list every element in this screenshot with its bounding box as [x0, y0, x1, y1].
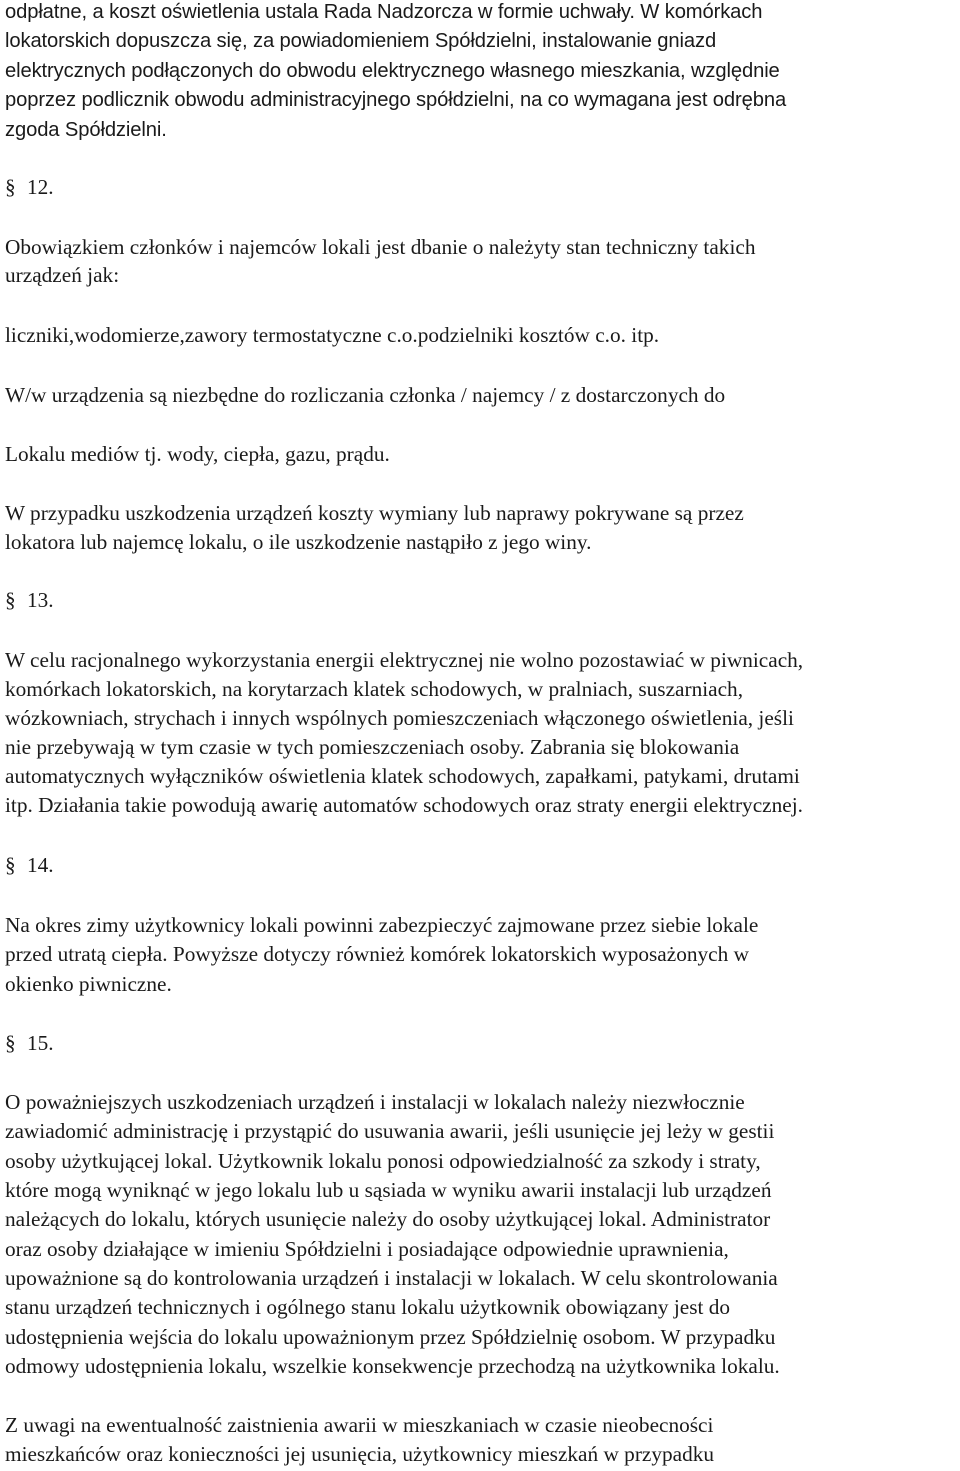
s13-line: itp. Działania takie powodują awarię automatów schodowych oraz straty energii elektrycznej. [5, 793, 803, 817]
section-number: 12. [27, 175, 54, 199]
s15-line: O poważniejszych uszkodzeniach urządzeń i instalacji w lokalach należy niezwłocznie [5, 1090, 745, 1114]
section-heading-13 [5, 590, 54, 611]
s15-line: Z uwagi na ewentualność zaistnienia awarii w mieszkaniach w czasie nieobecności [5, 1413, 714, 1437]
section-sign: § [5, 853, 16, 877]
s15-line: osoby użytkującej lokal. Użytkownik lokalu ponosi odpowiedzialność za szkody i straty, [5, 1149, 761, 1173]
s14-line: okienko piwniczne. [5, 972, 172, 996]
section-sign: § [5, 1031, 16, 1055]
s12-line: Lokalu mediów tj. wody, ciepła, gazu, prądu. [5, 442, 390, 466]
section-number: 13. [27, 588, 54, 612]
section-heading-14 [5, 855, 54, 876]
s15-line: stanu urządzeń technicznych i ogólnego stanu lokalu użytkownik obowiązany jest do [5, 1295, 731, 1319]
intro-line: zgoda Spółdzielni. [5, 119, 167, 141]
s12-line: Obowiązkiem członków i najemców lokali jest dbanie o należyty stan techniczny takich [5, 235, 756, 259]
s15-line: mieszkańców oraz konieczności jej usunięcia, użytkownicy mieszkań w przypadku [5, 1442, 715, 1466]
s13-line: komórkach lokatorskich, na korytarzach klatek schodowych, w pralniach, suszarniach, [5, 677, 744, 701]
s12-devices-line: liczniki,wodomierze,zawory termostatyczne c.o.podzielniki kosztów c.o. itp. [5, 323, 660, 347]
intro-line: odpłatne, a koszt oświetlenia ustala Rada Nadzorcza w formie uchwały. W komórkach [5, 1, 763, 23]
s15-line: oraz osoby działające w imieniu Spółdzielni i posiadające odpowiednie uprawnienia, [5, 1237, 729, 1261]
s12-line: lokatora lub najemcę lokalu, o ile uszkodzenie nastąpiło z jego winy. [5, 530, 592, 554]
intro-line: poprzez podlicznik obwodu administracyjnego spółdzielni, na co wymagana jest odrębna [5, 89, 787, 111]
section-sign: § [5, 588, 16, 612]
s15-line: odmowy udostępnienia lokalu, wszelkie konsekwencje przechodzą na użytkownika lokalu. [5, 1354, 780, 1378]
section-number: 15. [27, 1031, 54, 1055]
intro-line: elektrycznych podłączonych do obwodu elektrycznego własnego mieszkania, względnie [5, 60, 780, 82]
section-number: 14. [27, 853, 54, 877]
s15-line: które mogą wyniknąć w jego lokalu lub u sąsiada w wyniku awarii instalacji lub urządzeń [5, 1178, 772, 1202]
s13-line: wózkowniach, strychach i innych wspólnych pomieszczeniach włączonego oświetlenia, jeśli [5, 706, 794, 730]
s12-line: W/w urządzenia są niezbędne do rozliczania członka / najemcy / z dostarczonych do [5, 383, 726, 407]
s14-line: przed utratą ciepła. Powyższe dotyczy również komórek lokatorskich wyposażonych w [5, 942, 749, 966]
s12-line: W przypadku uszkodzenia urządzeń koszty wymiany lub naprawy pokrywane są przez [5, 501, 744, 525]
section-heading-15 [5, 1033, 54, 1054]
s13-line: nie przebywają w tym czasie w tych pomieszczeniach osoby. Zabrania się blokowania [5, 735, 740, 759]
s12-line: urządzeń jak: [5, 263, 120, 287]
s13-line: W celu racjonalnego wykorzystania energii elektrycznej nie wolno pozostawiać w piwnicach, [5, 648, 804, 672]
intro-line: lokatorskich dopuszcza się, za powiadomieniem Spółdzielni, instalowanie gniazd [5, 30, 717, 52]
s15-line: zawiadomić administrację i przystąpić do usuwania awarii, jeśli usunięcie jej leży w gestii [5, 1119, 775, 1143]
s13-line: automatycznych wyłączników oświetlenia klatek schodowych, zapałkami, patykami, drutami [5, 764, 800, 788]
section-sign: § [5, 175, 16, 199]
s15-line: należących do lokalu, których usunięcie należy do osoby użytkującej lokal. Administrator [5, 1207, 771, 1231]
section-heading-12 [5, 177, 54, 198]
s15-line: udostępnienia wejścia do lokalu upoważnionym przez Spółdzielnię osobom. W przypadku [5, 1325, 776, 1349]
s14-line: Na okres zimy użytkownicy lokali powinni zabezpieczyć zajmowane przez siebie lokale [5, 913, 759, 937]
s15-line: upoważnione są do kontrolowania urządzeń i instalacji w lokalach. W celu skontrolowania [5, 1266, 778, 1290]
